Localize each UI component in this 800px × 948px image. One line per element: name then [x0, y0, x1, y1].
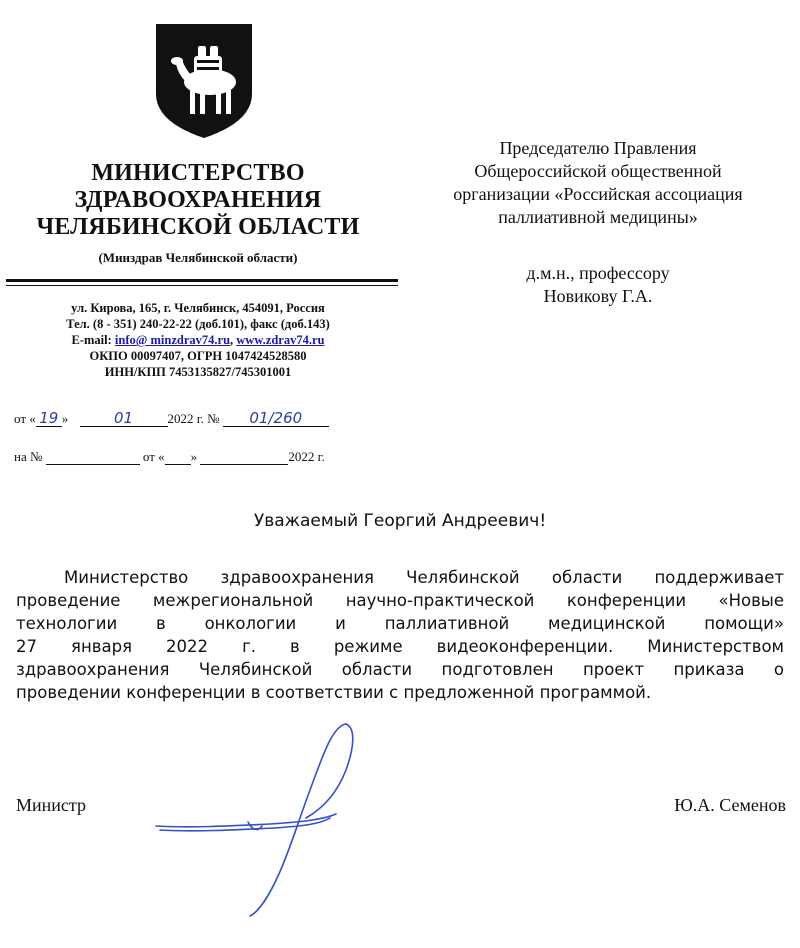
- ministry-short-name: (Минздрав Челябинской области): [98, 250, 298, 265]
- ministry-codes: ОКПО 00097407, ОГРН 1047424528580: [89, 349, 307, 363]
- year-label2: 2022 г.: [288, 449, 325, 464]
- ministry-phone: Тел. (8 - 351) 240-22-22 (доб.101), факс (доб.143): [66, 317, 330, 331]
- email-separator: ,: [230, 333, 237, 347]
- ministry-inn: ИНН/КПП 7453135827/745301001: [104, 365, 292, 379]
- addressee-line1: Председателю Правления: [499, 138, 697, 158]
- body-line: 27 января 2022 г. в режиме видеоконференции. Министерством: [16, 637, 784, 656]
- close-quote: »: [61, 411, 69, 426]
- ministry-email-line: [0, 332, 396, 348]
- body-line: Министерство здравоохранения Челябинской области поддерживает: [64, 568, 784, 587]
- from-label: от «: [14, 411, 36, 426]
- handwritten-signature: [150, 718, 380, 918]
- addressee-line3: организации «Российская ассоциация: [453, 184, 743, 204]
- email-link[interactable]: info@ minzdrav74.ru: [114, 333, 231, 347]
- addressee-line2: Общероссийской общественной: [474, 161, 722, 181]
- ref-month: 01: [80, 411, 168, 427]
- signer-name: Ю.А. Семенов: [674, 795, 786, 815]
- body-line: здравоохранения Челябинской области подготовлен проект приказа о: [16, 660, 784, 679]
- year-label: 2022 г. №: [167, 411, 220, 426]
- body-line: проведение межрегиональной научно-практической конференции «Новые: [16, 591, 784, 610]
- ministry-name-line2: ЗДРАВООХРАНЕНИЯ: [74, 187, 322, 213]
- ref-number: 01/260: [223, 411, 329, 427]
- from-label2: от «: [142, 449, 165, 464]
- coat-of-arms-camel-icon: [154, 22, 254, 140]
- signer-role: Министр: [16, 795, 86, 815]
- incoming-reference: [14, 449, 325, 465]
- ministry-name-line3: ЧЕЛЯБИНСКОЙ ОБЛАСТИ: [36, 214, 360, 240]
- body-line: проведении конференции в соответствии с предложенной программой.: [16, 683, 652, 702]
- header-divider-thin: [6, 285, 398, 286]
- in-reply-label: на №: [14, 449, 43, 464]
- addressee-line4: паллиативной медицины»: [498, 207, 698, 227]
- ref-day: 19: [36, 411, 62, 427]
- email-prefix: E-mail:: [71, 333, 115, 347]
- close-quote2: »: [190, 449, 198, 464]
- website-link[interactable]: www.zdrav74.ru: [236, 333, 325, 347]
- body-line: технологии в онкологии и паллиативной медицинской помощи»: [16, 614, 784, 633]
- outgoing-reference: [14, 411, 329, 427]
- addressee-title: д.м.н., профессору: [526, 263, 670, 283]
- addressee-name: Новикову Г.А.: [543, 286, 653, 306]
- salutation: Уважаемый Георгий Андреевич!: [253, 511, 547, 531]
- in-reply-day-blank: [165, 449, 191, 465]
- in-reply-month-blank: [200, 449, 288, 465]
- ministry-name-line1: МИНИСТЕРСТВО: [91, 160, 305, 186]
- in-reply-number-blank: [46, 449, 140, 465]
- ministry-address: ул. Кирова, 165, г. Челябинск, 454091, Россия: [71, 301, 325, 315]
- header-divider-thick: [6, 279, 398, 282]
